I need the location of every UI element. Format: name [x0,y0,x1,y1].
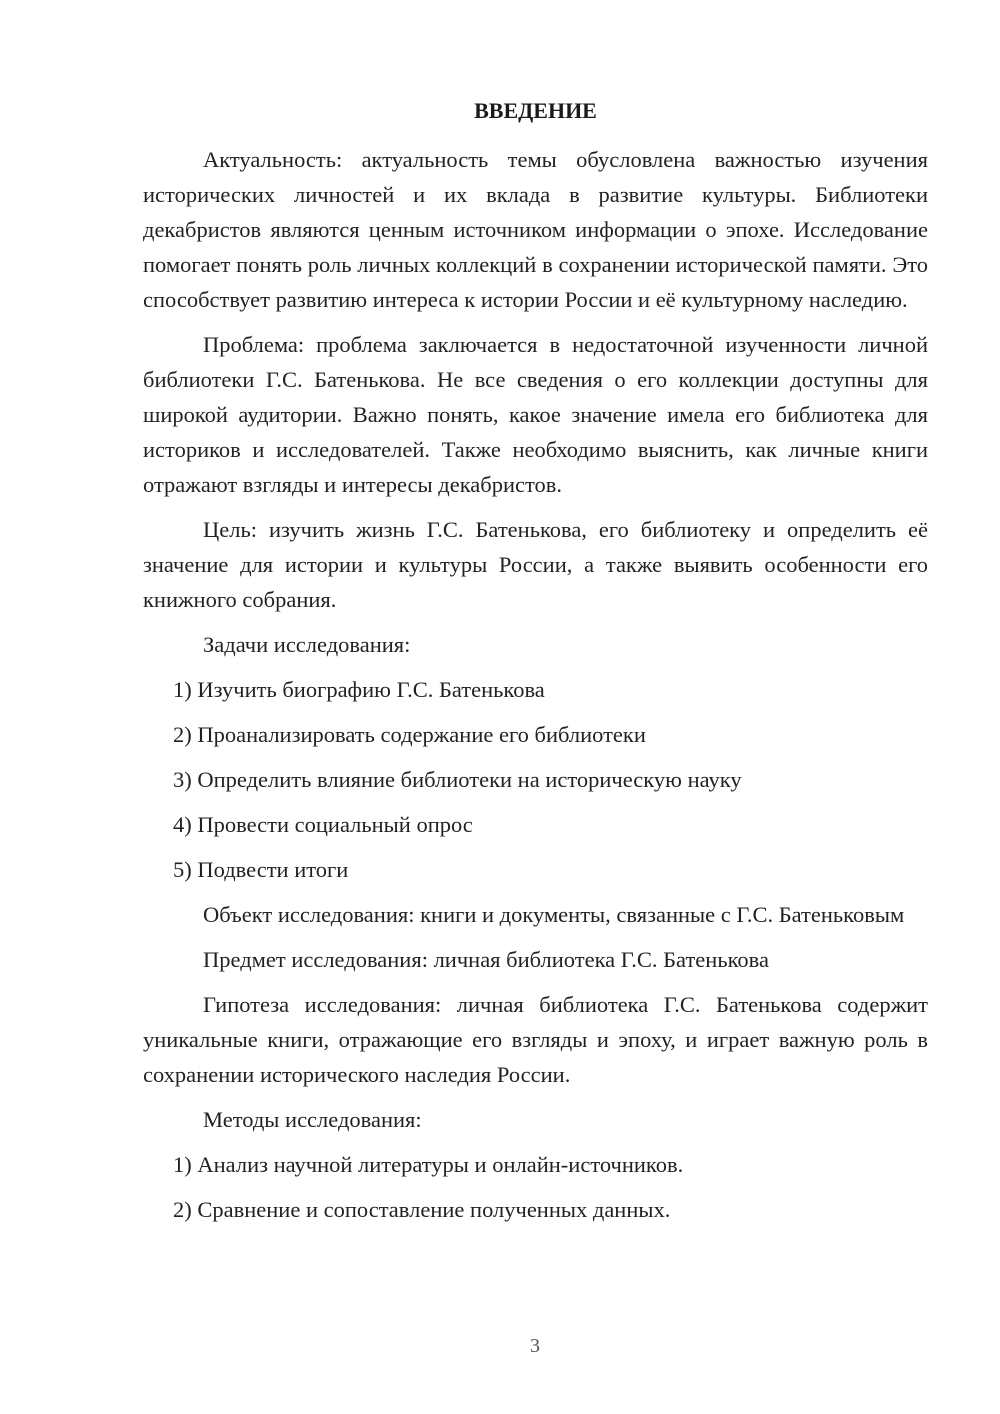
task-item: 2) Проанализировать содержание его библиотеки [173,722,646,747]
tasks-label: Задачи исследования: [203,632,411,657]
problem-paragraph: Проблема: проблема заключается в недостаточной изученности личной библиотеки Г.С. Батенькова. Не все сведения о его коллекции доступны для широкой аудитории. Важно понять, какое значение имела его библиотека для историков и исследователей. Также необходимо выяснить, как личные книги отражают взгляды и интересы декабристов. [143,332,928,497]
object-paragraph: Объект исследования: книги и документы, связанные с Г.С. Батеньковым [203,902,905,927]
methods-label: Методы исследования: [203,1107,422,1132]
method-item: 1) Анализ научной литературы и онлайн-источников. [173,1152,684,1177]
method-item: 2) Сравнение и сопоставление полученных данных. [173,1197,671,1222]
page-number: 3 [530,1335,540,1357]
relevance-paragraph: Актуальность: актуальность темы обусловлена важностью изучения исторических личностей и их вклада в развитие культуры. Библиотеки декабристов являются ценным источником информации о эпохе. Исследование помогает понять роль личных коллекций в сохранении исторической памяти. Это способствует развитию интереса к истории России и её культурному наследию. [143,147,928,312]
task-item: 1) Изучить биографию Г.С. Батенькова [173,677,545,702]
hypothesis-paragraph: Гипотеза исследования: личная библиотека Г.С. Батенькова содержит уникальные книги, отражающие его взгляды и эпоху, и играет важную роль в сохранении исторического наследия России. [143,992,928,1087]
task-item: 5) Подвести итоги [173,857,349,882]
page-title: ВВЕДЕНИЕ [474,98,597,123]
subject-paragraph: Предмет исследования: личная библиотека Г.С. Батенькова [203,947,769,972]
task-item: 4) Провести социальный опрос [173,812,473,837]
task-item: 3) Определить влияние библиотеки на историческую науку [173,767,742,792]
document-body [143,142,928,1237]
goal-paragraph: Цель: изучить жизнь Г.С. Батенькова, его библиотеку и определить её значение для истории и культуры России, а также выявить особенности его книжного собрания. [143,517,928,612]
